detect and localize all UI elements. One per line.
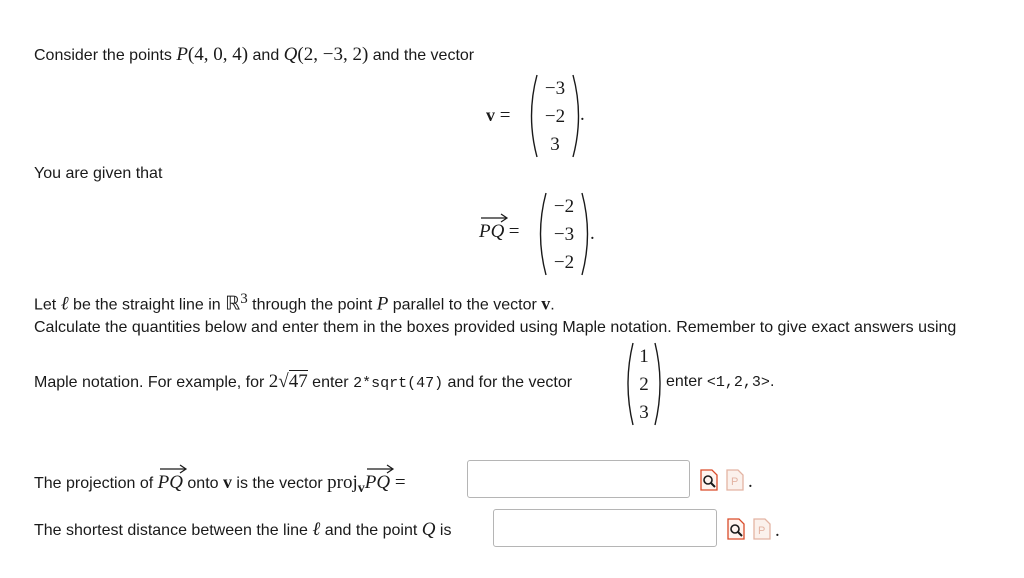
vector-pq-matrix (533, 191, 595, 277)
distance-answer-input[interactable] (493, 509, 717, 547)
question-distance: The shortest distance between the line ℓ and the point Q is (34, 519, 452, 540)
vector-pq-period: . (590, 223, 595, 244)
given-text: You are given that (34, 165, 163, 182)
syntax-document-icon[interactable] (753, 518, 771, 540)
vector-arrow-icon (365, 464, 395, 474)
vector-entry: 3 (550, 134, 560, 155)
instructions-line-1: Calculate the quantities below and enter them in the boxes provided using Maple notation. Remember to give exact answers using (34, 319, 957, 336)
vector-v-label: v = (486, 105, 511, 126)
vector-entry: −2 (544, 106, 566, 127)
question-projection: The projection of PQ onto v is the vector proj$_v$ PQ = (34, 472, 406, 499)
vector-entry: 2 (639, 374, 649, 395)
vector-pq-label: PQ = (479, 222, 520, 243)
line-definition: Let ℓ be the straight line in ℝ$^3$ through the point P parallel to the vector v. (34, 291, 555, 315)
vector-entry: 1 (639, 346, 649, 367)
instructions-line-2: Maple notation. For example, for 2√47 enter 2*sqrt(47) and for the vector (34, 371, 573, 392)
projection-answer-input[interactable] (467, 460, 690, 498)
vector-entry: −3 (553, 224, 575, 245)
preview-magnifier-icon[interactable] (727, 518, 745, 540)
vector-entry: −2 (553, 252, 575, 273)
instructions-line-2-end: enter <1,2,3>. (666, 373, 775, 391)
example-vector-matrix (622, 341, 666, 427)
svg-text:P: P (731, 476, 739, 488)
projection-period: . (748, 471, 753, 492)
vector-v-period: . (580, 104, 585, 125)
vector-entry: 3 (639, 402, 649, 423)
vector-v-matrix (524, 73, 586, 159)
vector-arrow-icon (479, 213, 509, 223)
intro-line: Consider the points P(4, 0, 4) and Q(2, −3, 2) and the vector (34, 44, 475, 65)
vector-entry: −3 (544, 78, 566, 99)
vector-entry: −2 (553, 196, 575, 217)
vector-arrow-icon (158, 464, 188, 474)
syntax-document-icon[interactable] (726, 469, 744, 491)
distance-period: . (775, 520, 780, 541)
sqrt-sign: √ (278, 371, 289, 392)
svg-text:P: P (758, 525, 766, 537)
preview-magnifier-icon[interactable] (700, 469, 718, 491)
